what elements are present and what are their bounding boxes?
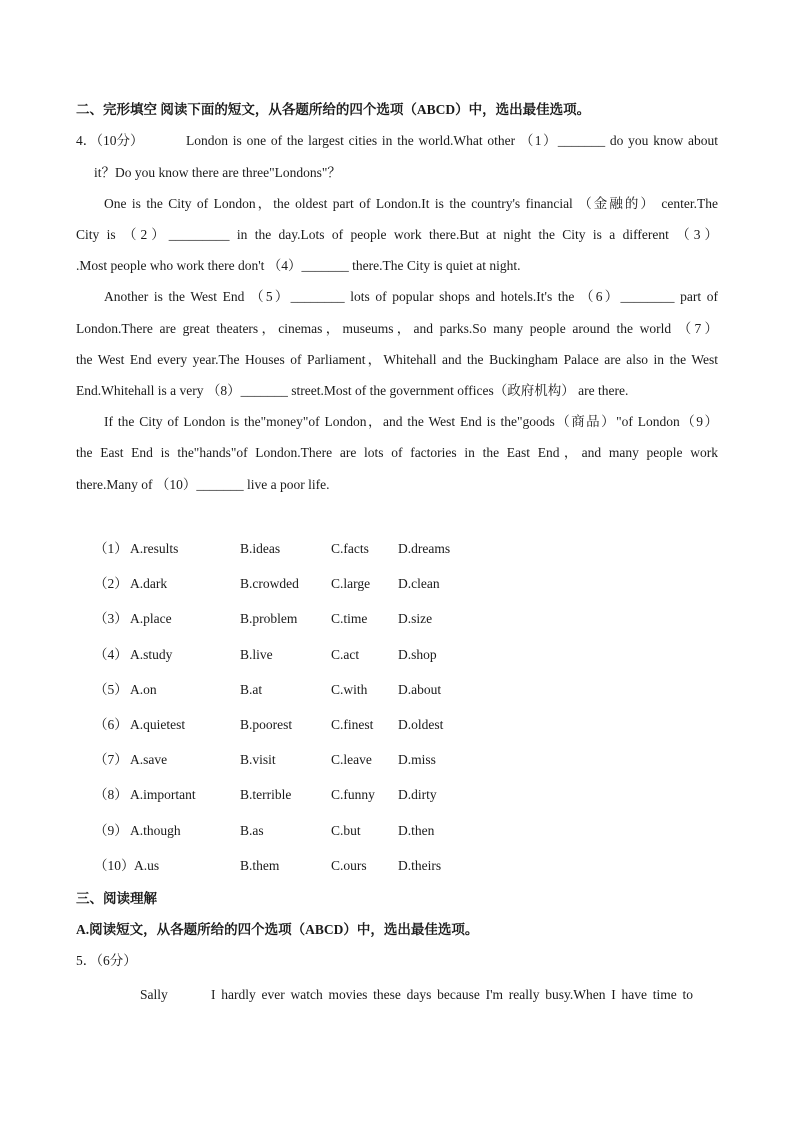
question-4-number: 4．（10分） [76,133,144,148]
option-number: （4） [94,647,128,662]
option-c[interactable]: C.facts [331,541,369,556]
option-d[interactable]: D.oldest [398,717,444,732]
option-a[interactable]: A.study [130,647,173,662]
option-b[interactable]: B.visit [240,752,276,767]
option-c[interactable]: C.time [331,611,368,626]
option-c[interactable]: C.but [331,823,361,838]
section-2-heading: 二、完形填空 阅读下面的短文，从各题所给的四个选项（ABCD）中，选出最佳选项。 [76,102,591,117]
option-c[interactable]: C.act [331,647,360,662]
passage-line-2: it？Do you know there are three"Londons"？ [94,165,341,180]
option-c[interactable]: C.ours [331,858,367,873]
question-5-number: 5．（6分） [76,953,137,968]
passage-line-6: Another is the West End （5）________ lots of popular shops and hotels.It's the （6）________ part of [104,289,718,304]
option-a[interactable]: A.on [130,682,157,697]
option-number: （2） [94,576,128,591]
option-number: （7） [94,752,128,767]
option-b[interactable]: B.terrible [240,787,292,802]
option-number: （10） [94,858,135,873]
option-b[interactable]: B.poorest [240,717,293,732]
option-number: （1） [94,541,128,556]
passage-line-5: .Most people who work there don't （4）_______ there.The City is quiet at night. [76,258,521,273]
passage-line-11: the East End is the"hands"of London.There are lots of factories in the East End，and many people work [76,445,718,460]
option-b[interactable]: B.ideas [240,541,281,556]
option-d[interactable]: D.size [398,611,433,626]
passage-line-8: the West End every year.The Houses of Parliament，Whitehall and the Buckingham Palace are also in the West [76,352,718,367]
option-d[interactable]: D.then [398,823,435,838]
passage-line-9: End.Whitehall is a very （8）_______ street.Most of the government offices（政府机构） are there. [76,383,629,398]
section-3-subheading: A.阅读短文，从各题所给的四个选项（ABCD）中，选出最佳选项。 [76,922,479,937]
option-a[interactable]: A.though [130,823,181,838]
passage-line-1: London is one of the largest cities in the world.What other （1）_______ do you know about [186,133,718,148]
option-a[interactable]: A.us [134,858,160,873]
option-c[interactable]: C.large [331,576,371,591]
option-c[interactable]: C.with [331,682,368,697]
option-d[interactable]: D.miss [398,752,436,767]
option-c[interactable]: C.finest [331,717,374,732]
option-a[interactable]: A.dark [130,576,168,591]
option-d[interactable]: D.dirty [398,787,437,802]
option-b[interactable]: B.problem [240,611,298,626]
option-c[interactable]: C.funny [331,787,375,802]
speaker-name: Sally [140,987,168,1002]
option-a[interactable]: A.quietest [130,717,186,732]
option-b[interactable]: B.them [240,858,280,873]
passage-line-7: London.There are great theaters，cinemas，museums，and parks.So many people around the world （7） [76,321,718,336]
option-d[interactable]: D.dreams [398,541,451,556]
option-b[interactable]: B.as [240,823,264,838]
option-number: （5） [94,682,128,697]
option-c[interactable]: C.leave [331,752,372,767]
option-a[interactable]: A.results [130,541,179,556]
passage-line-3: One is the City of London，the oldest part of London.It is the country's financial （金融的） center.The [104,196,718,211]
option-a[interactable]: A.place [130,611,172,626]
option-d[interactable]: D.shop [398,647,437,662]
option-b[interactable]: B.at [240,682,263,697]
passage-line-12: there.Many of （10）_______ live a poor life. [76,477,330,492]
option-number: （8） [94,787,128,802]
option-a[interactable]: A.important [130,787,196,802]
option-number: （9） [94,823,128,838]
passage-line-10: If the City of London is the"money"of London，and the West End is the"goods（商品）"of London（9） [104,414,718,429]
option-d[interactable]: D.theirs [398,858,442,873]
option-d[interactable]: D.about [398,682,442,697]
option-number: （6） [94,717,128,732]
option-b[interactable]: B.crowded [240,576,299,591]
option-number: （3） [94,611,128,626]
passage-line-4: City is （2）_________ in the day.Lots of people work there.But at night the City is a different （3） [76,227,718,242]
option-b[interactable]: B.live [240,647,273,662]
option-a[interactable]: A.save [130,752,168,767]
reading-line-1: I hardly ever watch movies these days because I'm really busy.When I have time to [211,987,693,1002]
option-d[interactable]: D.clean [398,576,440,591]
section-3-heading: 三、阅读理解 [76,891,157,906]
